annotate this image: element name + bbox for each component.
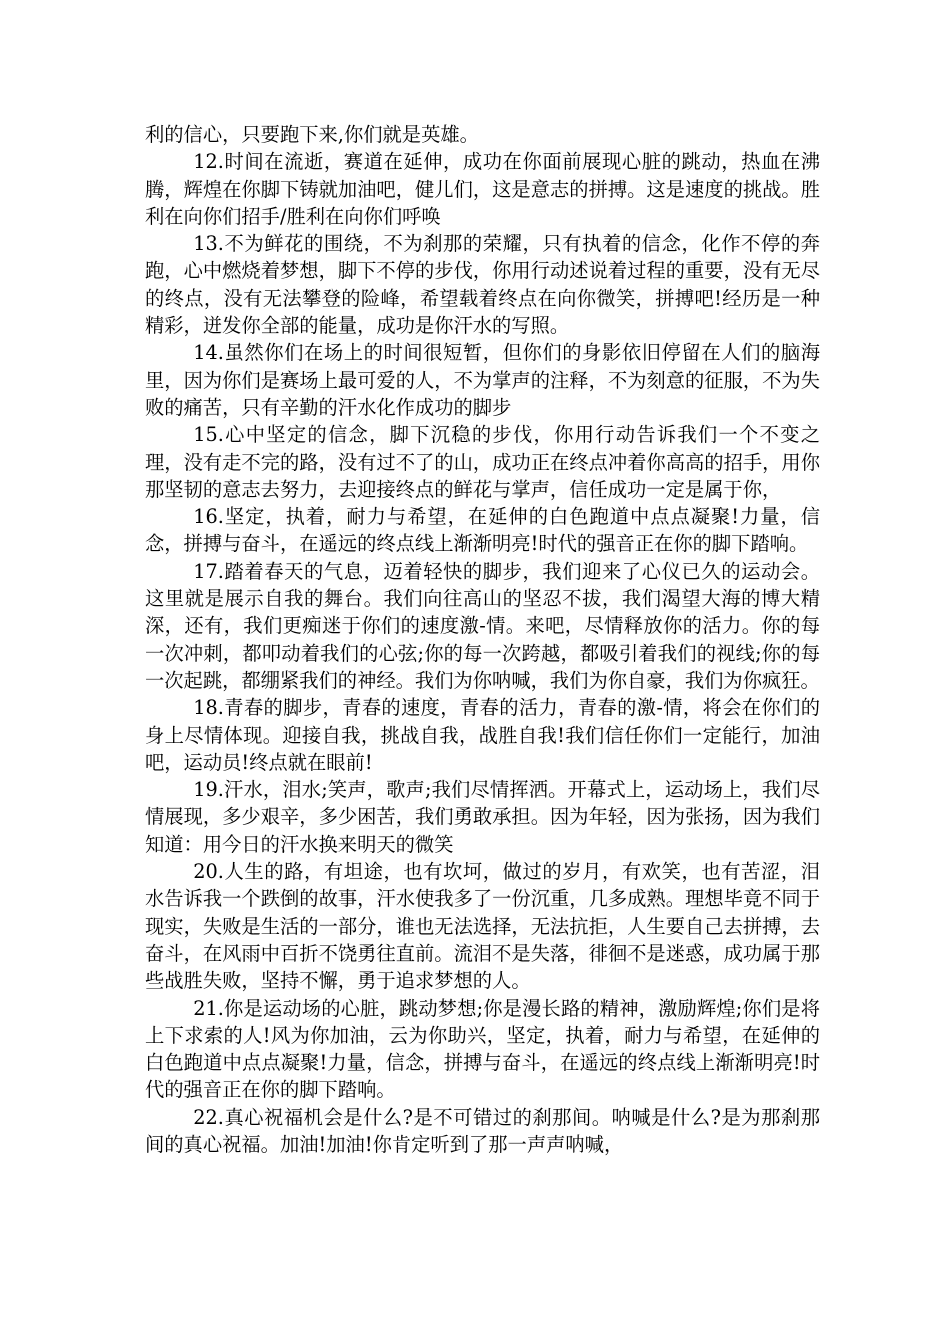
paragraph-19: 19.汗水，泪水;笑声，歌声;我们尽情挥洒。开幕式上，运动场上，我们尽情展现，多少艰辛，多少困苦，我们勇敢承担。因为年轻，因为张扬，因为我们知道：用今日的汗水换来明天的微笑: [145, 778, 820, 856]
paragraph-17: 17.踏着春天的气息，迈着轻快的脚步，我们迎来了心仪已久的运动会。这里就是展示自我的舞台。我们向往高山的坚忍不拔，我们渴望大海的博大精深，还有，我们更痴迷于你们的速度激-情。来吧，尽情释放你的活力。你的每一次冲刺，都叩动着我们的心弦;你的每一次跨越，都吸引着我们的视线;你的每一次起跳，都绷紧我们的神经。我们为你呐喊，我们为你自豪，我们为你疯狂。: [145, 559, 820, 692]
paragraph-18: 18.青春的脚步，青春的速度，青春的活力，青春的激-情，将会在你们的身上尽情体现。迎接自我，挑战自我，战胜自我!我们信任你们一定能行，加油吧，运动员!终点就在眼前!: [145, 696, 820, 774]
paragraph-12: 12.时间在流逝，赛道在延伸，成功在你面前展现心脏的跳动，热血在沸腾，辉煌在你脚下铸就加油吧，健儿们，这是意志的拼搏。这是速度的挑战。胜利在向你们招手/胜利在向你们呼唤: [145, 150, 820, 228]
paragraph-21: 21.你是运动场的心脏，跳动梦想;你是漫长路的精神，激励辉煌;你们是将上下求索的人!风为你加油，云为你助兴，坚定，执着，耐力与希望，在延伸的白色跑道中点点凝聚!力量，信念，拼搏与奋斗，在遥远的终点线上渐渐明亮!时代的强音正在你的脚下踏响。: [145, 996, 820, 1102]
continuation-text: 利的信心，只要跑下来,你们就是英雄。: [145, 123, 479, 146]
paragraph-14: 14.虽然你们在场上的时间很短暂，但你们的身影依旧停留在人们的脑海里，因为你们是赛场上最可爱的人，不为掌声的注释，不为刻意的征服，不为失败的痛苦，只有辛勤的汗水化作成功的脚步: [145, 341, 820, 419]
document-body: [145, 121, 820, 1158]
paragraph-16: 16.坚定，执着，耐力与希望，在延伸的白色跑道中点点凝聚!力量，信念，拼搏与奋斗，在遥远的终点线上渐渐明亮!时代的强音正在你的脚下踏响。: [145, 505, 820, 556]
paragraph-13: 13.不为鲜花的围绕，不为刹那的荣耀，只有执着的信念，化作不停的奔跑，心中燃烧着梦想，脚下不停的步伐，你用行动述说着过程的重要，没有无尽的终点，没有无法攀登的险峰，希望载着终点在向你微笑，拼搏吧!经历是一种精彩，迸发你全部的能量，成功是你汗水的写照。: [145, 232, 820, 338]
paragraph-22: 22.真心祝福机会是什么?是不可错过的刹那间。呐喊是什么?是为那刹那间的真心祝福。加油!加油!你肯定听到了那一声声呐喊，: [145, 1105, 820, 1156]
paragraph-15: 15.心中坚定的信念，脚下沉稳的步伐，你用行动告诉我们一个不变之理，没有走不完的路，没有过不了的山，成功正在终点冲着你高高的招手，用你那坚韧的意志去努力，去迎接终点的鲜花与掌声，信任成功一定是属于你，: [145, 423, 820, 501]
paragraph-20: 20.人生的路，有坦途，也有坎坷，做过的岁月，有欢笑，也有苦涩，泪水告诉我一个跌倒的故事，汗水使我多了一份沉重，几多成熟。理想毕竟不同于现实，失败是生活的一部分，谁也无法选择，无法抗拒，人生要自己去拼搏，去奋斗，在风雨中百折不饶勇往直前。流泪不是失落，徘徊不是迷惑，成功属于那些战胜失败，坚持不懈，勇于追求梦想的人。: [145, 860, 820, 993]
